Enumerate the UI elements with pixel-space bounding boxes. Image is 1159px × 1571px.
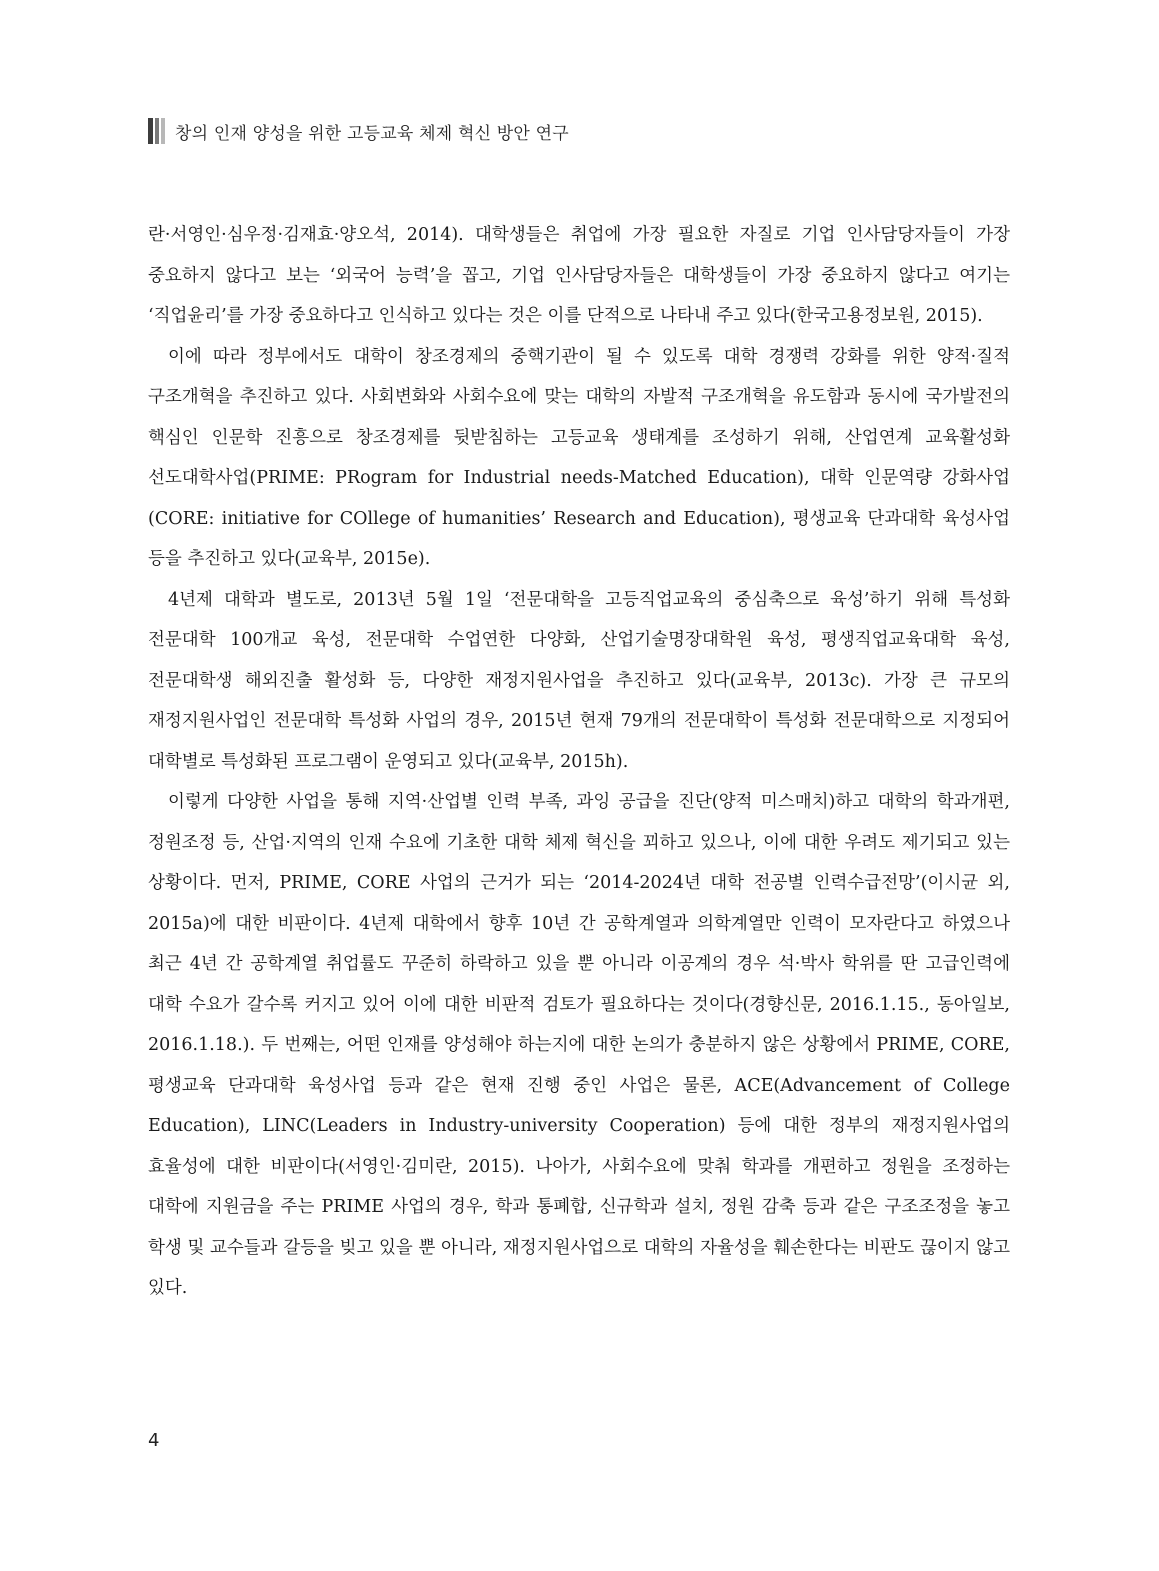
body-text <box>148 215 1010 1309</box>
paragraph: 4년제 대학과 별도로, 2013년 5월 1일 ‘전문대학을 고등직업교육의 중심축으로 육성’하기 위해 특성화 전문대학 100개교 육성, 전문대학 수업연한 다양화, 산업기술명장대학원 육성, 평생직업교육대학 육성, 전문대학생 해외진출 활성화 등, 다양한 재정지원사업을 추진하고 있다(교육부, 2013c). 가장 큰 규모의 재정지원사업인 전문대학 특성화 사업의 경우, 2015년 현재 79개의 전문대학이 특성화 전문대학으로 지정되어 대학별로 특성화된 프로그램이 운영되고 있다(교육부, 2015h). <box>148 589 1010 772</box>
page-number: 4 <box>148 1430 160 1451</box>
header-bar-icon <box>148 118 165 144</box>
paragraph: 이에 따라 정부에서도 대학이 창조경제의 중핵기관이 될 수 있도록 대학 경쟁력 강화를 위한 양적·질적 구조개혁을 추진하고 있다. 사회변화와 사회수요에 맞는 대학의 자발적 구조개혁을 유도함과 동시에 국가발전의 핵심인 인문학 진흥으로 창조경제를 뒷받침하는 고등교육 생태계를 조성하기 위해, 산업연계 교육활성화 선도대학사업(PRIME: PRogram for Industrial needs-Matched Education), 대학 인문역량 강화사업(CORE: initiative for COllege of humanities’ Research and Education), 평생교육 단과대학 육성사업 등을 추진하고 있다(교육부, 2015e). <box>148 346 1010 569</box>
running-header-title: 창의 인재 양성을 위한 고등교육 체제 혁신 방안 연구 <box>175 123 569 144</box>
paragraph-continued: 란·서영인·심우정·김재효·양오석, 2014). 대학생들은 취업에 가장 필요한 자질로 기업 인사담당자들이 가장 중요하지 않다고 보는 ‘외국어 능력’을 꼽고, 기업 인사담당자들은 대학생들이 가장 중요하지 않다고 여기는 ‘직업윤리’를 가장 중요하다고 인식하고 있다는 것은 이를 단적으로 나타내 주고 있다(한국고용정보원, 2015). <box>148 225 1010 326</box>
running-header <box>148 118 569 144</box>
paragraph: 이렇게 다양한 사업을 통해 지역·산업별 인력 부족, 과잉 공급을 진단(양적 미스매치)하고 대학의 학과개편, 정원조정 등, 산업·지역의 인재 수요에 기초한 대학 체제 혁신을 꾀하고 있으나, 이에 대한 우려도 제기되고 있는 상황이다. 먼저, PRIME, CORE 사업의 근거가 되는 ‘2014-2024년 대학 전공별 인력수급전망’(이시균 외, 2015a)에 대한 비판이다. 4년제 대학에서 향후 10년 간 공학계열과 의학계열만 인력이 모자란다고 하였으나 최근 4년 간 공학계열 취업률도 꾸준히 하락하고 있을 뿐 아니라 이공계의 경우 석·박사 학위를 딴 고급인력에 대학 수요가 갈수록 커지고 있어 이에 대한 비판적 검토가 필요하다는 것이다(경향신문, 2016.1.15., 동아일보, 2016.1.18.). 두 번째는, 어떤 인재를 양성해야 하는지에 대한 논의가 충분하지 않은 상황에서 PRIME, CORE, 평생교육 단과대학 육성사업 등과 같은 현재 진행 중인 사업은 물론, ACE(Advancement of College Education), LINC(Leaders in Industry-university Cooperation) 등에 대한 정부의 재정지원사업의 효율성에 대한 비판이다(서영인·김미란, 2015). 나아가, 사회수요에 맞춰 학과를 개편하고 정원을 조정하는 대학에 지원금을 주는 PRIME 사업의 경우, 학과 통폐합, 신규학과 설치, 정원 감축 등과 같은 구조조정을 놓고 학생 및 교수들과 갈등을 빚고 있을 뿐 아니라, 재정지원사업으로 대학의 자율성을 훼손한다는 비판도 끊이지 않고 있다. <box>148 792 1010 1298</box>
